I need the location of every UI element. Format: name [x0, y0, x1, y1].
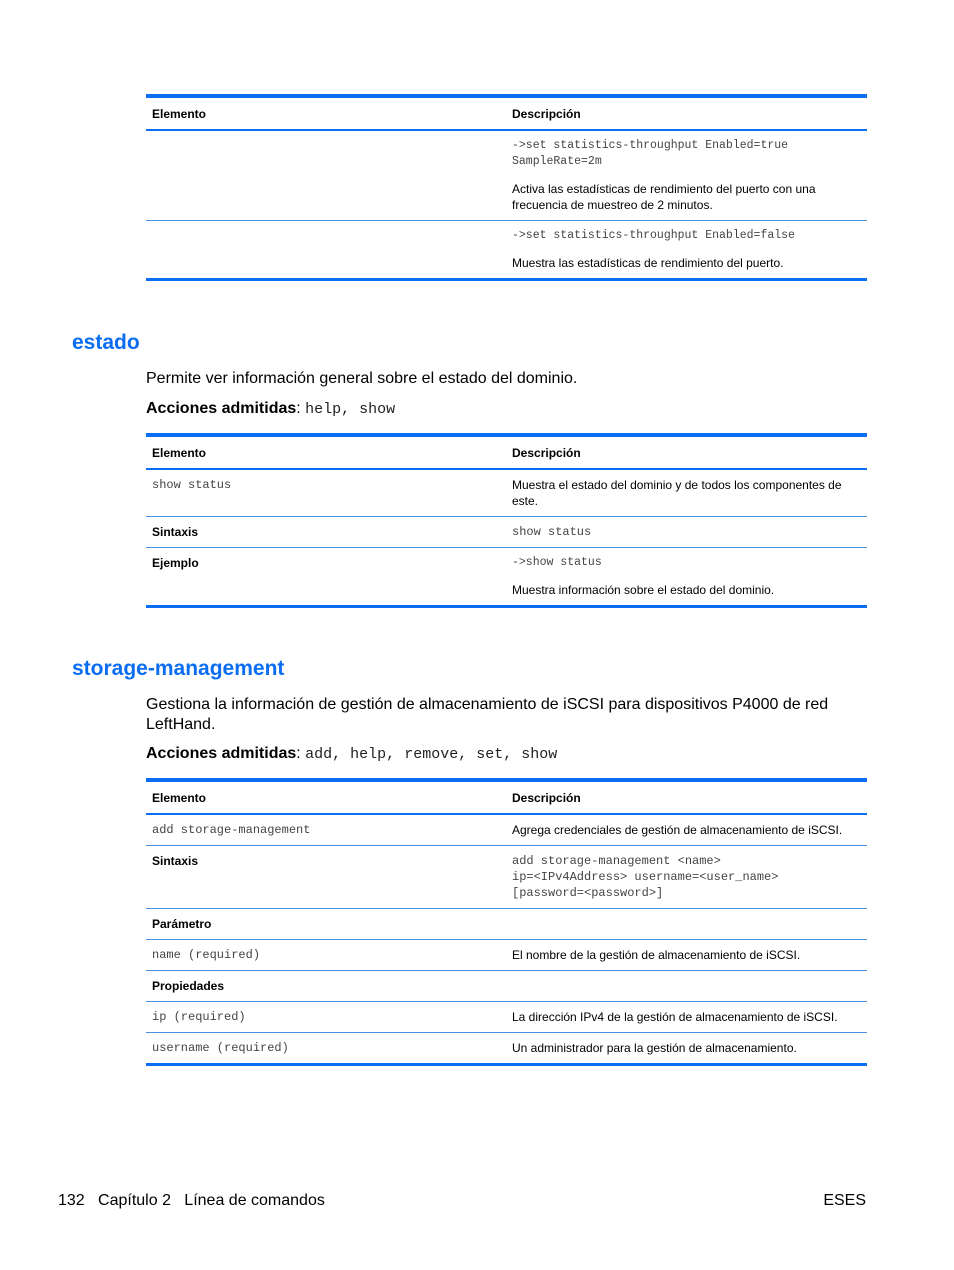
row-element: show status — [146, 469, 506, 517]
header-elemento: Elemento — [146, 780, 506, 814]
command-example: ->show status — [512, 556, 602, 569]
row-element: name (required) — [146, 940, 506, 971]
example-label: Ejemplo — [146, 548, 506, 607]
syntax-label: Sintaxis — [146, 846, 506, 909]
storage-management-table — [146, 778, 867, 1066]
statistics-throughput-table — [146, 94, 867, 281]
table-row — [146, 814, 867, 846]
header-descripcion: Descripción — [506, 435, 867, 469]
table-row — [146, 469, 867, 517]
table-row — [146, 940, 867, 971]
syntax-label: Sintaxis — [146, 517, 506, 548]
table-row — [146, 548, 867, 607]
row-element: add storage-management — [146, 814, 506, 846]
table-row — [146, 130, 867, 221]
actions-value: help, show — [305, 401, 396, 418]
table-row — [146, 221, 867, 280]
row-element: ip (required) — [146, 1002, 506, 1033]
row-description: Un administrador para la gestión de almacenamiento. — [506, 1033, 867, 1065]
row-element: username (required) — [146, 1033, 506, 1065]
storage-actions: Acciones admitidas: add, help, remove, set, show — [146, 745, 558, 763]
row-description: Muestra las estadísticas de rendimiento del puerto. — [512, 256, 784, 270]
row-element — [146, 221, 506, 280]
table-row — [146, 517, 867, 548]
table-row — [146, 1033, 867, 1065]
header-descripcion: Descripción — [506, 96, 867, 130]
actions-label: Acciones admitidas — [146, 745, 297, 762]
table-row — [146, 846, 867, 909]
header-elemento: Elemento — [146, 96, 506, 130]
command-example: ->set statistics-throughput Enabled=true SampleRate=2m — [512, 139, 789, 168]
section-title-storage-management: storage-management — [72, 657, 285, 680]
row-description: Activa las estadísticas de rendimiento del puerto con una frecuencia de muestreo de 2 minutos. — [512, 182, 816, 212]
parameter-label: Parámetro — [146, 909, 506, 940]
row-description: Muestra el estado del dominio y de todos los componentes de este. — [506, 469, 867, 517]
row-description: El nombre de la gestión de almacenamiento de iSCSI. — [506, 940, 867, 971]
table-row — [146, 1002, 867, 1033]
row-description: Agrega credenciales de gestión de almacenamiento de iSCSI. — [506, 814, 867, 846]
header-descripcion: Descripción — [506, 780, 867, 814]
footer-page-info: 132 Capítulo 2 Línea de comandos — [58, 1192, 325, 1209]
storage-description: Gestiona la información de gestión de almacenamiento de iSCSI para dispositivos P4000 de red LeftHand. — [146, 696, 829, 733]
estado-table — [146, 433, 867, 608]
table-row — [146, 971, 867, 1002]
actions-value: add, help, remove, set, show — [305, 746, 558, 763]
estado-actions: Acciones admitidas: help, show — [146, 400, 396, 418]
syntax-code: show status — [506, 517, 867, 548]
section-title-estado: estado — [72, 331, 140, 354]
actions-label: Acciones admitidas — [146, 400, 297, 417]
estado-description: Permite ver información general sobre el estado del dominio. — [146, 370, 578, 387]
header-elemento: Elemento — [146, 435, 506, 469]
table-row — [146, 909, 867, 940]
syntax-code: add storage-management <name> ip=<IPv4Address> username=<user_name> [password=<password>] — [506, 846, 867, 909]
footer-locale: ESES — [823, 1192, 866, 1209]
row-element — [146, 130, 506, 221]
row-description: La dirección IPv4 de la gestión de almacenamiento de iSCSI. — [506, 1002, 867, 1033]
command-example: ->set statistics-throughput Enabled=false — [512, 229, 795, 242]
properties-label: Propiedades — [146, 971, 506, 1002]
row-description: Muestra información sobre el estado del dominio. — [512, 583, 775, 597]
